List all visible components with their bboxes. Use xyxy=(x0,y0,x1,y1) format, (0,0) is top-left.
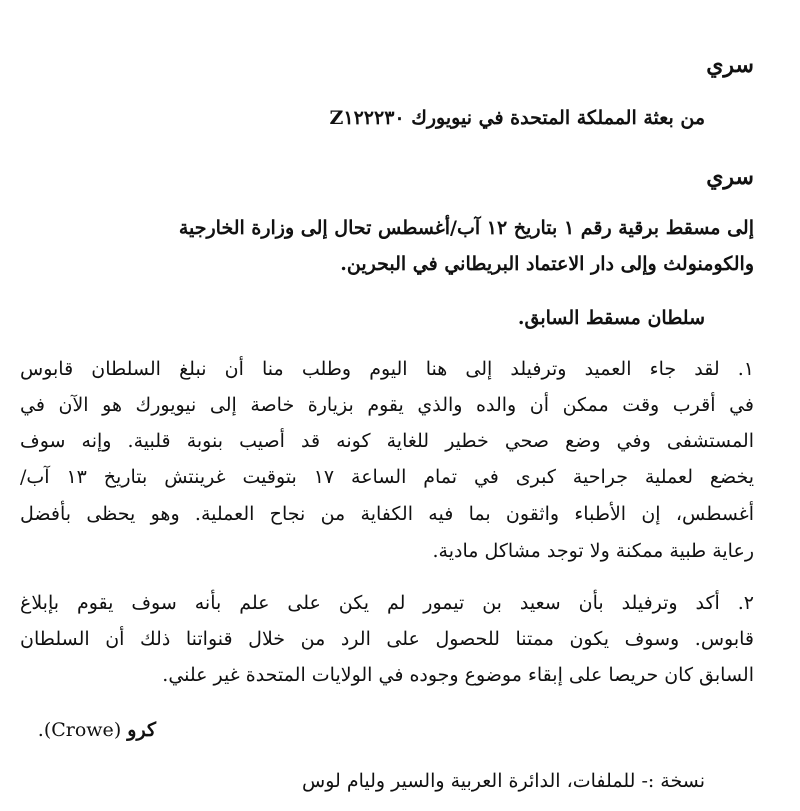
paragraph-1-line-2: في أقرب وقت ممكن أن والده والذي يقوم بزيارة خاصة إلى نيويورك هو الآن في xyxy=(20,394,754,416)
signature xyxy=(38,719,156,741)
address-line-2: والكومنولث وإلى دار الاعتماد البريطاني في البحرين. xyxy=(340,253,754,275)
copy-distribution-line: نسخة :- للملفات، الدائرة العربية والسير وليام لوس xyxy=(302,770,705,792)
classification-top: سري xyxy=(706,52,754,78)
paragraph-2-line-2: قابوس. وسوف يكون ممتنا للحصول على الرد من خلال قنواتنا ذلك أن السلطان xyxy=(20,628,754,650)
paragraph-2-line-3: السابق كان حريصا على إبقاء موضوع وجوده في الولايات المتحدة غير علني. xyxy=(162,664,754,686)
address-line-1: إلى مسقط برقية رقم ١ بتاريخ ١٢ آب/أغسطس تحال إلى وزارة الخارجية xyxy=(178,217,754,239)
paragraph-1-line-5: أغسطس، إن الأطباء واثقون بما فيه الكفاية من نجاح العملية. وهو يحظى بأفضل xyxy=(20,503,754,525)
paragraph-1-line-1: ١. لقد جاء العميد وترفيلد إلى هنا اليوم وطلب منا أن نبلغ السلطان قابوس xyxy=(20,358,754,380)
signature-end-mark: . xyxy=(37,719,44,741)
paragraph-1-line-3: المستشفى وفي وضع صحي خطير للغاية كونه قد أصيب بنوبة قلبية. وإنه سوف xyxy=(20,430,754,452)
from-line: من بعثة المملكة المتحدة في نيويورك Z١٢٢٢٣٠ xyxy=(329,107,705,129)
paragraph-2-line-1: ٢. أكد وترفيلد بأن سعيد بن تيمور لم يكن على علم بأنه سوف يقوم بإبلاغ xyxy=(20,592,754,614)
signature-name-latin: (Crowe) xyxy=(43,719,122,741)
classification-second: سري xyxy=(706,164,754,190)
paragraph-1-line-4: يخضع لعملية جراحية كبرى في تمام الساعة ١٧ بتوقيت غرينتش بتاريخ ١٣ آب/ xyxy=(20,466,755,488)
signature-name-arabic: كرو xyxy=(127,719,156,741)
subject-line: سلطان مسقط السابق. xyxy=(517,307,705,329)
paragraph-1-line-6: رعاية طبية ممكنة ولا توجد مشاكل مادية. xyxy=(432,540,754,562)
